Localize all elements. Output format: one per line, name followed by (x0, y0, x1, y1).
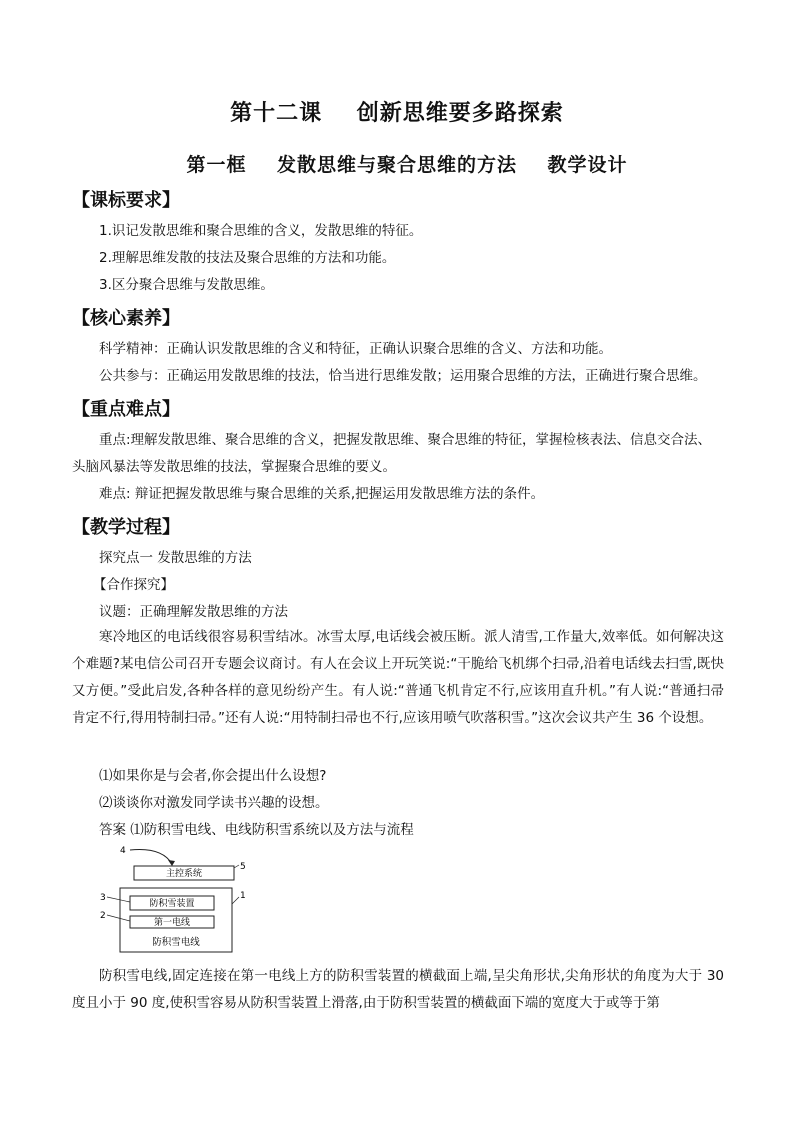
inquiry-point: 探究点一 发散思维的方法 (99, 550, 252, 566)
key-point-line: 重点:理解发散思维、聚合思维的含义，把握发散思维、聚合思维的特征，掌握检核表法、信息交合法、 (99, 432, 712, 448)
coop-heading: 【合作探究】 (93, 577, 174, 593)
topic-line: 议题：正确理解发散思维的方法 (99, 604, 288, 620)
case-paragraph: 寒冷地区的电话线很容易积雪结冰。冰雪太厚,电话线会被压断。派人清雪,工作量大,效率低。如何解决这个难题?某电信公司召开专题会议商讨。有人在会议上开玩笑说:“干脆给飞机绑个扫帚,沿着电话线去扫雪,既快又方便。”受此启发,各种各样的意见纷纷产生。有人说:“普通飞机肯定不行,应该用直升机。”有人说:“普通扫帚肯定不行,得用特制扫帚。”还有人说:“用特制扫帚也不行,应该用喷气吹落积雪。”这次会议共产生 36 个设想。 (72, 629, 724, 726)
lesson-title: 第十二课 创新思维要多路探索 (230, 100, 564, 126)
standard-item: 1.识记发散思维和聚合思维的含义，发散思维的特征。 (99, 223, 423, 239)
diagram-label-2: 2 (100, 911, 106, 921)
question-2: ⑵谈谈你对激发同学读书兴趣的设想。 (99, 795, 329, 811)
heading-key-points: 【重点难点】 (72, 399, 180, 420)
heading-process: 【教学过程】 (72, 517, 180, 538)
anti-snow-wire-diagram (100, 842, 260, 962)
diagram-label-4: 4 (120, 846, 126, 856)
heading-standards: 【课标要求】 (72, 190, 180, 211)
diagram-label-5: 5 (240, 862, 246, 872)
standard-item: 2.理解思维发散的技法及聚合思维的方法和功能。 (99, 250, 396, 266)
difficulty-line: 难点: 辩证把握发散思维与聚合思维的关系,把握运用发散思维方法的条件。 (99, 486, 545, 502)
question-1: ⑴如果你是与会者,你会提出什么设想? (99, 768, 327, 784)
diagram-anti-snow-device: 防积雪装置 (149, 899, 195, 909)
diagram-label-3: 3 (100, 893, 106, 903)
answer-line: 答案 ⑴防积雪电线、电线防积雪系统以及方法与流程 (99, 822, 414, 838)
diagram-main-control: 主控系统 (165, 869, 203, 879)
literacy-item: 科学精神：正确认识发散思维的含义和特征，正确认识聚合思维的含义、方法和功能。 (99, 341, 612, 357)
tail-paragraph: 防积雪电线,固定连接在第一电线上方的防积雪装置的横截面上端,呈尖角形状,尖角形状的角度为大于 30 度且小于 90 度,使积雪容易从防积雪装置上滑落,由于防积雪装置的横截面下端的宽度大于或等于第 (72, 968, 724, 1011)
diagram-anti-snow-wire: 防积雪电线 (152, 937, 200, 948)
diagram-label-1: 1 (240, 891, 246, 901)
diagram-first-wire: 第一电线 (153, 918, 191, 928)
key-point-line: 头脑风暴法等发散思维的技法，掌握聚合思维的要义。 (72, 459, 396, 475)
literacy-item: 公共参与：正确运用发散思维的技法，恰当进行思维发散；运用聚合思维的方法，正确进行聚合思维。 (99, 368, 707, 384)
heading-literacy: 【核心素养】 (72, 308, 180, 329)
standard-item: 3.区分聚合思维与发散思维。 (99, 277, 274, 293)
section-subtitle: 第一框 发散思维与聚合思维的方法 教学设计 (186, 154, 628, 176)
